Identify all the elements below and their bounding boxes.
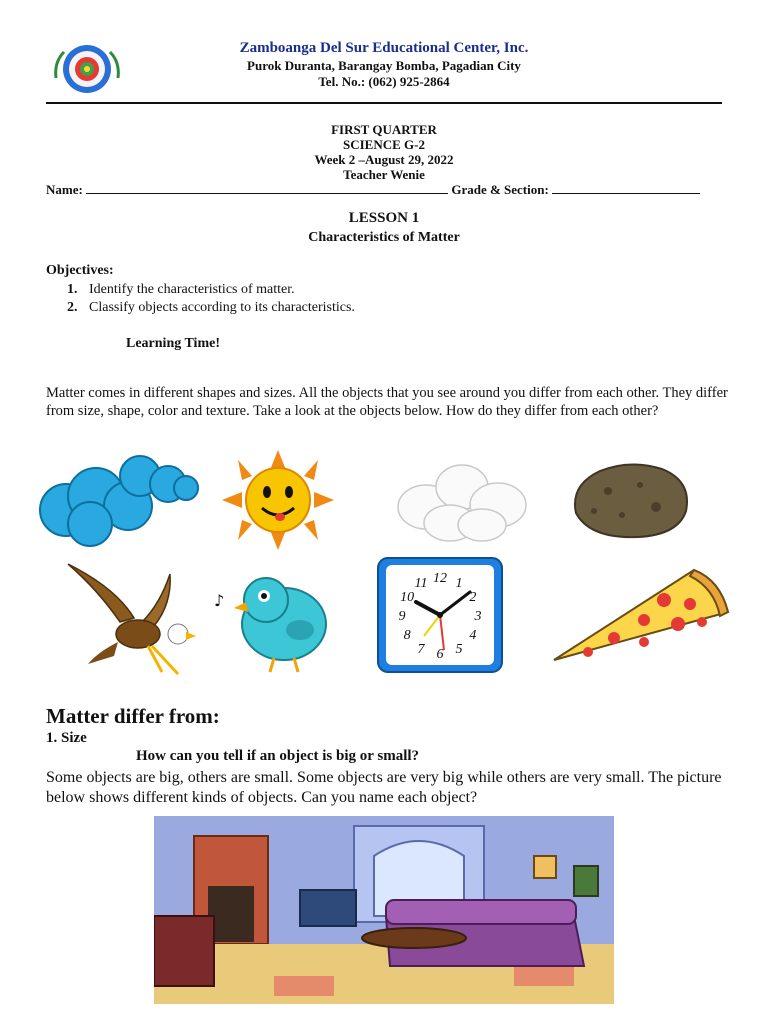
name-label: Name: [46, 182, 83, 197]
clock-numeral: 6 [436, 647, 444, 662]
cotton-balls-picture [390, 455, 532, 545]
grade-section-label: Grade & Section: [451, 182, 549, 197]
matter-differ-heading: Matter differ from: [46, 704, 220, 728]
objective-item [67, 282, 295, 298]
school-telephone: Tel. No.: (062) 925-2864 [318, 74, 450, 89]
week-label: Week 2 –August 29, 2022 [314, 152, 454, 167]
sun-picture [218, 448, 338, 552]
header-divider [46, 102, 722, 104]
clock-numeral: 5 [455, 641, 463, 657]
grade-section-field[interactable] [552, 181, 700, 194]
bird-picture [210, 566, 334, 676]
learning-time-heading: Learning Time! [126, 336, 220, 351]
rock-picture [560, 455, 700, 543]
clock-numeral: 1 [455, 576, 463, 592]
size-question: How can you tell if an object is big or small? [136, 748, 420, 764]
clock-numeral: 7 [417, 641, 425, 657]
clock-numeral: 9 [398, 609, 406, 624]
clouds-picture [30, 448, 202, 548]
clock-numeral: 4 [469, 628, 477, 643]
size-heading: 1. Size [46, 730, 87, 746]
school-address: Purok Duranta, Barangay Bomba, Pagadian City [247, 58, 521, 73]
objective-text: Classify objects according to its characteristics. [89, 300, 355, 315]
objective-number: 2. [67, 300, 78, 315]
clock-numeral: 8 [403, 628, 411, 643]
school-name: Zamboanga Del Sur Educational Center, Inc. [239, 40, 529, 56]
clock-numeral: 12 [433, 571, 447, 586]
quarter-label: FIRST QUARTER [331, 122, 437, 137]
lesson-subtitle: Characteristics of Matter [308, 230, 460, 245]
living-room-picture [154, 816, 614, 1004]
clock-numeral: 11 [414, 576, 428, 592]
objective-text: Identify the characteristics of matter. [89, 282, 295, 297]
objective-number: 1. [67, 282, 78, 297]
objective-item [67, 300, 355, 316]
name-grade-row [46, 181, 726, 198]
intro-paragraph: Matter comes in different shapes and sizes. All the objects that you see around you differ from each other. They differ from size, shape, color and texture. Take a look at the objects below. How do they differ from each other? [46, 385, 728, 419]
lesson-title: LESSON 1 [348, 210, 420, 226]
size-paragraph: Some objects are big, others are small. Some objects are very big while others are very small. The picture below shows different kinds of objects. Can you name each object? [46, 769, 722, 806]
school-logo [50, 40, 124, 98]
clock-picture [346, 552, 532, 680]
eagle-picture [58, 560, 200, 684]
objectives-heading: Objectives: [46, 263, 114, 278]
clock-numeral: 2 [469, 590, 477, 605]
svg-text:♪: ♪ [214, 591, 225, 610]
teacher-label: Teacher Wenie [343, 167, 425, 182]
name-field[interactable] [86, 181, 448, 194]
subject-label: SCIENCE G-2 [343, 137, 425, 152]
clock-numeral: 3 [474, 609, 482, 624]
pizza-picture [544, 556, 738, 672]
clock-numeral: 10 [400, 590, 415, 605]
